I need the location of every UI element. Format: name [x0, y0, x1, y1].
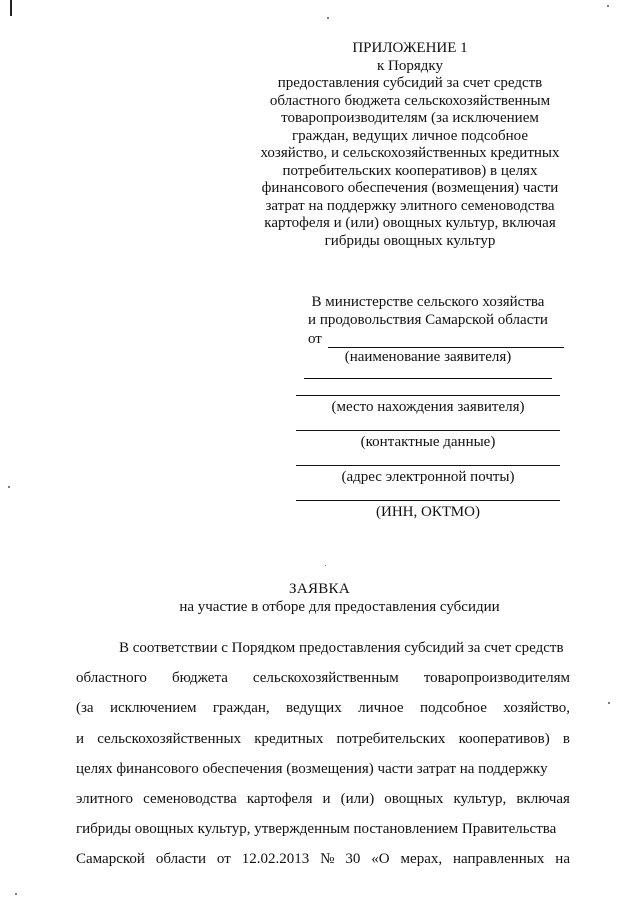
document-subtitle: на участие в отборе для предоставления субсидии — [179, 599, 500, 615]
body-word: от — [216, 851, 231, 868]
appendix-line: граждан, ведущих личное подсобное — [292, 127, 528, 144]
body-word: исключением — [109, 700, 197, 717]
body-line — [76, 633, 570, 663]
applicant-location-field-2[interactable] — [296, 395, 560, 396]
body-word: хозяйство, — [503, 700, 570, 717]
addressee-line-1: В министерстве сельского хозяйства — [311, 294, 545, 310]
body-word: в — [562, 730, 570, 747]
body-word: ведущих — [286, 700, 342, 717]
body-word: и — [76, 730, 85, 747]
body-word: граждан, — [212, 700, 270, 717]
body-line — [76, 663, 570, 693]
email-caption: (адрес электронной почты) — [341, 469, 515, 485]
applicant-name-field[interactable] — [328, 333, 564, 348]
body-word: на — [555, 851, 570, 868]
body-word: целях финансового обеспечения (возмещения) части затрат на поддержку — [76, 760, 548, 777]
addressee-line-2: и продовольствия Самарской области — [308, 312, 548, 328]
body-word: подсобное — [419, 700, 487, 717]
body-line — [76, 754, 570, 784]
body-word: областного — [76, 670, 147, 687]
body-word: кооперативов) — [458, 730, 550, 747]
body-word: сельскохозяйственным — [252, 670, 399, 687]
body-word: кредитных — [254, 730, 324, 747]
document-title: ЗАЯВКА — [289, 581, 350, 597]
body-word: бюджета — [171, 670, 228, 687]
scan-speck — [608, 702, 610, 704]
body-paragraph — [76, 633, 570, 875]
appendix-line: гибриды овощных культур — [324, 232, 496, 249]
body-word: области — [155, 851, 206, 868]
contact-data-caption: (контактные данные) — [360, 434, 496, 450]
body-word: № — [320, 851, 335, 868]
body-word: (или) — [340, 791, 375, 808]
scan-speck — [607, 5, 609, 7]
scan-speck — [325, 565, 326, 566]
appendix-line: товаропроизводителям (за исключением — [281, 110, 539, 126]
contact-data-field[interactable] — [296, 430, 560, 431]
body-word: включая — [516, 791, 570, 808]
body-line — [76, 724, 570, 754]
body-line — [76, 784, 570, 814]
body-word: элитного — [76, 791, 134, 808]
appendix-header — [245, 40, 575, 250]
applicant-location-field[interactable] — [304, 378, 552, 379]
application-heading — [0, 580, 639, 616]
appendix-line: потребительских кооперативов) в целях — [282, 162, 538, 179]
body-word: направленных — [453, 851, 545, 868]
email-field[interactable] — [296, 465, 560, 466]
body-word: овощных — [384, 791, 444, 808]
scan-edge-mark — [10, 0, 12, 16]
appendix-line: ПРИЛОЖЕНИЕ 1 — [352, 40, 468, 56]
body-word: картофеля — [246, 791, 313, 808]
body-word: сельскохозяйственных — [97, 730, 242, 747]
body-line — [76, 693, 570, 723]
body-line — [76, 814, 570, 844]
appendix-line: картофеля и (или) овощных культур, включая — [264, 215, 556, 231]
inn-oktmo-caption: (ИНН, ОКТМО) — [376, 504, 480, 520]
body-line — [76, 844, 570, 874]
appendix-line: хозяйство, и сельскохозяйственных кредитных — [260, 145, 560, 161]
body-word: личное — [358, 700, 404, 717]
scan-speck — [15, 893, 17, 895]
appendix-line: финансового обеспечения (возмещения) части — [261, 180, 559, 196]
applicant-name-caption: (наименование заявителя) — [344, 349, 512, 365]
body-word: «О — [371, 851, 390, 868]
body-word: потребительских — [336, 730, 446, 747]
body-word: семеноводства — [143, 791, 237, 808]
appendix-line: предоставления субсидий за счет средств — [277, 75, 543, 91]
addressee-block — [296, 293, 560, 521]
from-row — [296, 330, 560, 348]
applicant-location-caption: (место нахождения заявителя) — [331, 399, 525, 415]
body-word: и — [322, 791, 331, 808]
inn-oktmo-field[interactable] — [296, 500, 560, 501]
appendix-line: к Порядку — [377, 57, 443, 74]
body-word: мерах, — [400, 851, 443, 868]
from-label: от — [308, 331, 322, 347]
body-word: культур, — [453, 791, 507, 808]
scan-speck — [8, 486, 10, 488]
body-word: 30 — [345, 851, 361, 868]
appendix-line: областного бюджета сельскохозяйственным — [269, 92, 551, 109]
body-word: (за — [76, 700, 94, 717]
body-word: товаропроизводителям — [423, 670, 570, 687]
scan-speck — [327, 17, 329, 19]
body-word: гибриды овощных культур, утвержденным постановлением Правительства — [76, 821, 557, 838]
appendix-line: затрат на поддержку элитного семеноводства — [265, 197, 555, 214]
body-word: 12.02.2013 — [241, 851, 310, 868]
body-word: В соответствии с Порядком предоставления субсидий за счет средств — [119, 640, 564, 656]
body-word: Самарской — [76, 851, 145, 868]
